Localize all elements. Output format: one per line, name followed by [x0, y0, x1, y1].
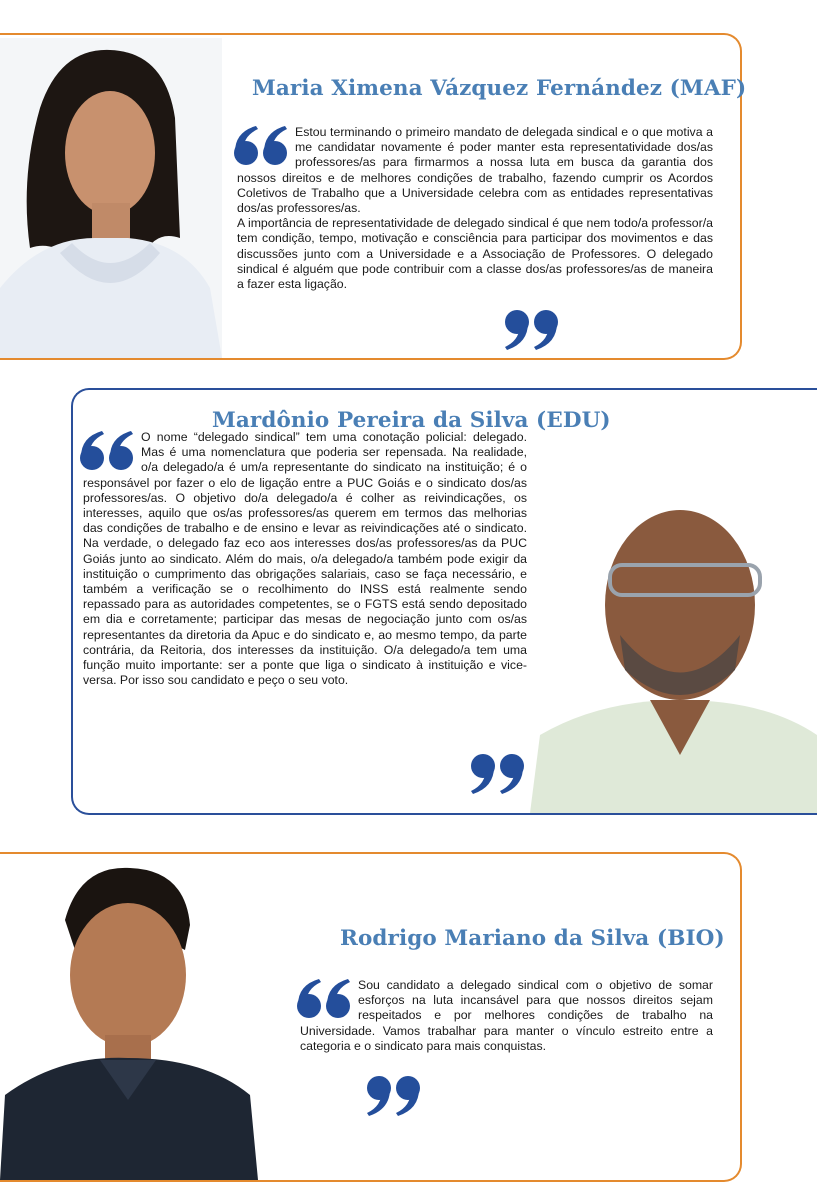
testimony-maf: [237, 125, 713, 292]
close-quote-icon: [500, 308, 562, 354]
close-quote-icon: [466, 752, 528, 798]
testimony-paragraph: O nome “delegado sindical” tem uma conotação policial: delegado. Mas é uma nomenclatura que poderia ser repensada. Na realidade, o/a delegado/a é um/a representante do sindicato na instituição; é o responsável por fazer o elo de ligação entre a PUC Goiás e o sindicato dos/as professores/as. O objetivo do/a delegado/a é colher as reivindicações, os interesses, aquilo que os/as professores/as querem em termos das melhorias das condições de trabalho e de ensino e levar as reivindicações até o sindicato. Na verdade, o delegado faz eco aos interesses dos/as professores/as da PUC Goiás junto ao sindicato. Além do mais, o/a delegado/a também pode exigir da instituição o cumprimento das obrigações salariais, caso se faça necessário, e também a verificação se o recolhimento do INSS está realmente sendo repassado para as autoridades competentes, se o FGTS está sendo depositado em dia e corretamente; participar das mesas de negociação junto com os/as representantes da diretoria da Apuc e do sindicato e, ao mesmo tempo, da parte contrária, da Reitoria, dos interesses da instituição. O/a delegado/a tem uma função muito importante: ser a ponte que liga o sindicato à instituição e vice-versa. Por isso sou candidato e peço o seu voto.: [83, 430, 527, 688]
testimony-paragraph: Estou terminando o primeiro mandato de delegada sindical e o que motiva a me candidatar novamente é poder manter esta representatividade dos/as professores/as para firmarmos a nossa luta em busca da garantia dos nossos direitos e de melhores condições de trabalho, fazendo cumprir os Acordos Coletivos de Trabalho que a Universidade celebra com as entidades representativas dos/as professores/as.: [237, 125, 713, 216]
open-quote-icon: [77, 430, 139, 472]
testimony-paragraph: A importância de representatividade de delegado sindical é que nem todo/a professor/a tem condição, tempo, motivação e consciência para participar dos movimentos e das discussões junto com a Universidade e a Associação de Professores. O delegado sindical é alguém que pode contribuir com a classe dos/as professores/as de maneira a fazer esta ligação.: [237, 216, 713, 292]
open-quote-icon: [231, 125, 293, 167]
candidate-photo-edu: [530, 495, 817, 813]
testimony-edu: [83, 430, 527, 688]
testimony-paragraph: Sou candidato a delegado sindical com o objetivo de somar esforços na luta incansável para que nossos direitos sejam respeitados e por melhores condições de trabalho na Universidade. Vamos trabalhar para manter o vínculo estreito entre a categoria e o sindicato para mais conquistas.: [300, 978, 713, 1053]
testimony-bio: [300, 978, 713, 1054]
candidate-photo-maf: [0, 38, 222, 358]
candidate-photo-bio: [0, 860, 262, 1180]
close-quote-icon: [362, 1074, 424, 1120]
open-quote-icon: [294, 978, 356, 1020]
candidate-name-maf: Maria Ximena Vázquez Fernández (MAF): [252, 76, 747, 101]
candidate-name-bio: Rodrigo Mariano da Silva (BIO): [340, 926, 725, 951]
candidate-name-edu: Mardônio Pereira da Silva (EDU): [212, 408, 611, 433]
